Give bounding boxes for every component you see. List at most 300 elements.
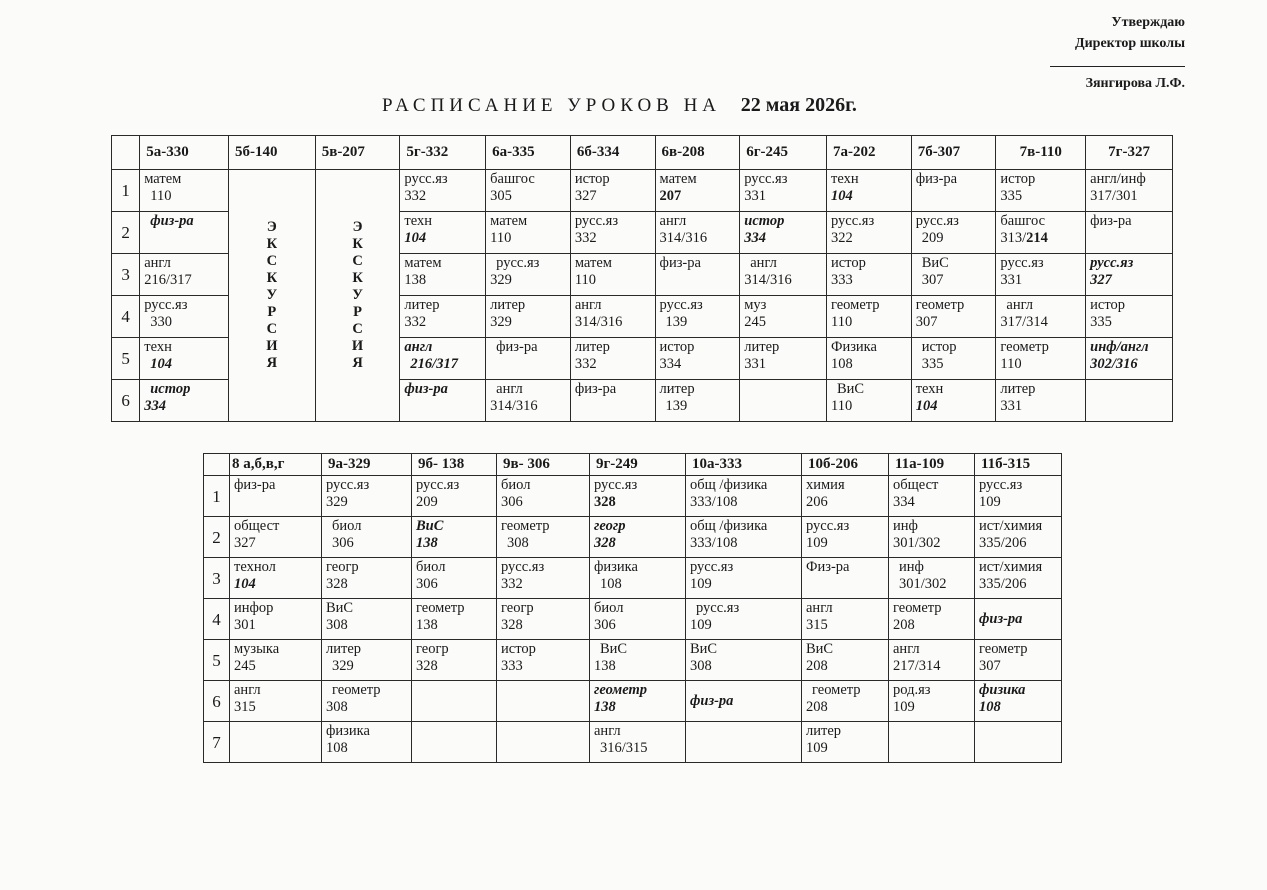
- room: 139: [665, 314, 688, 330]
- subject: физ-ра: [574, 381, 617, 397]
- lesson-cell: [322, 681, 412, 722]
- excursion-letter: Я: [352, 355, 363, 371]
- lesson-cell: [802, 640, 889, 681]
- lesson-cell: [740, 254, 827, 296]
- room: 315: [806, 617, 828, 633]
- excursion-cell-5b: [228, 170, 315, 422]
- room: 329: [332, 658, 354, 674]
- class-header: 7а-202: [826, 136, 911, 170]
- room: 216/317: [144, 272, 192, 288]
- lesson-cell: [1086, 254, 1173, 296]
- lesson-cell: [996, 254, 1086, 296]
- room: 301/302: [899, 576, 947, 592]
- room: 329: [326, 494, 348, 510]
- subject: матем: [574, 255, 612, 271]
- room: 332: [574, 356, 597, 372]
- room: 307: [921, 272, 944, 288]
- lesson-cell: [412, 517, 497, 558]
- lesson-cell: [740, 338, 827, 380]
- room: 108: [326, 740, 348, 756]
- lesson-cell: [590, 722, 686, 763]
- lesson-cell: [497, 681, 590, 722]
- lesson-cell: [889, 517, 975, 558]
- room: 332: [404, 314, 427, 330]
- lesson-cell: [497, 476, 590, 517]
- subject: техн: [144, 339, 172, 355]
- subject: геометр: [501, 518, 550, 534]
- lesson-cell: [911, 296, 996, 338]
- lesson-cell: [889, 722, 975, 763]
- class-header: 9г-249: [590, 454, 686, 476]
- subject: литер: [744, 339, 780, 355]
- lesson-cell: [996, 296, 1086, 338]
- subject: биол: [594, 600, 624, 616]
- room: 138: [416, 617, 438, 633]
- room: 109: [806, 740, 828, 756]
- room: 104: [915, 398, 938, 414]
- room: 313/: [1000, 230, 1027, 246]
- subject: физ-ра: [234, 477, 276, 493]
- room: 138: [594, 699, 616, 715]
- room: 335: [1000, 188, 1023, 204]
- lesson-cell: [686, 558, 802, 599]
- subject: ВиС: [806, 641, 834, 657]
- room: 330: [150, 314, 172, 330]
- approval-name: Зянгирова Л.Ф.: [1085, 76, 1185, 91]
- lesson-cell: [400, 338, 486, 380]
- room: 138: [416, 535, 438, 551]
- room: 206: [806, 494, 828, 510]
- lesson-cell: [911, 338, 996, 380]
- subject: физ-ра: [496, 339, 538, 355]
- lesson-cell: [826, 254, 911, 296]
- subject: англ: [574, 297, 602, 313]
- signature-line: [1050, 54, 1185, 67]
- lesson-cell: [1086, 338, 1173, 380]
- subject: геометр: [915, 297, 965, 313]
- room: 109: [690, 576, 712, 592]
- room: 208: [893, 617, 915, 633]
- room: 138: [404, 272, 427, 288]
- subject: ВиС: [690, 641, 718, 657]
- class-header: 6в-208: [655, 136, 740, 170]
- room: 333/108: [690, 535, 738, 551]
- subject: геогр: [416, 641, 449, 657]
- room: 335/206: [979, 576, 1027, 592]
- subject: башгос: [1000, 213, 1046, 229]
- room: 308: [690, 658, 712, 674]
- lesson-cell: [686, 640, 802, 681]
- lesson-cell: [412, 476, 497, 517]
- lesson-number: 2: [112, 212, 140, 254]
- subject: геометр: [812, 682, 861, 698]
- subject: англ: [806, 600, 833, 616]
- room: 328: [326, 576, 348, 592]
- room: 307: [915, 314, 938, 330]
- room: 334: [144, 398, 166, 414]
- lesson-cell: [826, 296, 911, 338]
- lesson-cell: [802, 599, 889, 640]
- subject: русс.яз: [830, 213, 875, 229]
- lesson-cell: [975, 722, 1062, 763]
- lesson-cell: [889, 681, 975, 722]
- room: 334: [893, 494, 915, 510]
- lesson-cell: [412, 599, 497, 640]
- table-row: [204, 517, 1062, 558]
- lesson-number: 7: [204, 722, 230, 763]
- lesson-cell: [590, 599, 686, 640]
- room: 108: [600, 576, 622, 592]
- lesson-cell: [497, 722, 590, 763]
- lesson-cell: [1086, 380, 1173, 422]
- excursion-letter: Р: [353, 304, 362, 320]
- subject: матем: [404, 255, 442, 271]
- excursion-letter: К: [266, 270, 278, 286]
- subject: англ: [404, 339, 433, 355]
- subject: геогр: [501, 600, 534, 616]
- subject: инф: [899, 559, 924, 575]
- room: 245: [744, 314, 766, 330]
- excursion-letter: У: [266, 287, 278, 303]
- room: 104: [150, 356, 172, 372]
- subject: русс.яз: [501, 559, 545, 575]
- subject: русс.яз: [594, 477, 638, 493]
- subject: истор: [921, 339, 957, 355]
- page-title: [382, 94, 857, 117]
- lesson-cell: [230, 517, 322, 558]
- room: 208: [806, 658, 828, 674]
- room: 245: [234, 658, 256, 674]
- subject: истор: [150, 381, 191, 397]
- subject: ист/химия: [979, 518, 1043, 534]
- subject: биол: [416, 559, 446, 575]
- class-header: 5в-207: [315, 136, 400, 170]
- subject: технол: [234, 559, 276, 575]
- room: 329: [490, 272, 512, 288]
- room: 110: [574, 272, 597, 288]
- lesson-cell: [497, 558, 590, 599]
- room: 333/108: [690, 494, 738, 510]
- subject: русс.яз: [416, 477, 460, 493]
- subject: англ: [144, 255, 171, 271]
- room: 110: [150, 188, 172, 204]
- lesson-cell: [140, 254, 229, 296]
- subject: литер: [1000, 381, 1036, 397]
- lesson-cell: [889, 476, 975, 517]
- subject: физ-ра: [915, 171, 958, 187]
- class-header: 5а-330: [140, 136, 229, 170]
- excursion-letter: К: [352, 270, 363, 286]
- lesson-cell: [975, 517, 1062, 558]
- subject: англ: [496, 381, 523, 397]
- subject: ВиС: [600, 641, 628, 657]
- lesson-cell: [590, 640, 686, 681]
- lesson-cell: [740, 212, 827, 254]
- table-row: [204, 640, 1062, 681]
- subject: геометр: [1000, 339, 1049, 355]
- approval-label: Утверждаю: [1111, 15, 1185, 30]
- lesson-cell: [975, 599, 1062, 640]
- lesson-cell: [975, 476, 1062, 517]
- table-row: [204, 722, 1062, 763]
- lesson-cell: [140, 380, 229, 422]
- subject: англ/инф: [1090, 171, 1146, 187]
- room: 305: [490, 188, 512, 204]
- header-corner: [204, 454, 230, 476]
- lesson-cell: [497, 517, 590, 558]
- subject: матем: [659, 171, 697, 187]
- class-header: 10а-333: [686, 454, 802, 476]
- lesson-cell: [486, 296, 571, 338]
- subject: истор: [659, 339, 695, 355]
- lesson-cell: [740, 170, 827, 212]
- room: 331: [1000, 272, 1023, 288]
- lesson-cell: [590, 558, 686, 599]
- subject: русс.яз: [496, 255, 540, 271]
- lesson-cell: [486, 380, 571, 422]
- room: 306: [332, 535, 354, 551]
- lesson-cell: [590, 476, 686, 517]
- subject: физика: [594, 559, 638, 575]
- room: 104: [234, 576, 256, 592]
- room: 110: [1000, 356, 1022, 372]
- room: 308: [326, 699, 348, 715]
- lesson-number: 2: [204, 517, 230, 558]
- lesson-cell: [996, 170, 1086, 212]
- subject: техн: [830, 171, 859, 187]
- subject: ВиС: [416, 518, 444, 534]
- subject: русс.яз: [659, 297, 703, 313]
- room: 301/302: [893, 535, 941, 551]
- lesson-cell: [230, 640, 322, 681]
- subject: физ-ра: [659, 255, 701, 271]
- lesson-cell: [911, 212, 996, 254]
- excursion-letter: К: [266, 236, 278, 252]
- subject: ВиС: [326, 600, 354, 616]
- lesson-cell: [1086, 170, 1173, 212]
- subject: инфор: [234, 600, 274, 616]
- lesson-cell: [911, 380, 996, 422]
- subject: физ-ра: [150, 213, 194, 229]
- room: 217/314: [893, 658, 941, 674]
- excursion-letter: И: [266, 338, 278, 354]
- class-header: 8 а,б,в,г: [230, 454, 322, 476]
- subject: геометр: [416, 600, 465, 616]
- subject: русс.яз: [744, 171, 788, 187]
- lesson-number: 4: [204, 599, 230, 640]
- room: 110: [830, 314, 853, 330]
- subject: физ-ра: [690, 692, 734, 709]
- lesson-cell: [140, 170, 229, 212]
- room: 104: [404, 230, 427, 246]
- lesson-cell: [486, 254, 571, 296]
- lesson-cell: [802, 722, 889, 763]
- class-header: 7б-307: [911, 136, 996, 170]
- subject: англ: [893, 641, 920, 657]
- subject: русс.яз: [690, 559, 734, 575]
- subject: литер: [326, 641, 362, 657]
- class-header: 6г-245: [740, 136, 827, 170]
- subject: геогр: [326, 559, 359, 575]
- class-header: 9а-329: [322, 454, 412, 476]
- lesson-cell: [802, 558, 889, 599]
- lesson-cell: [570, 338, 655, 380]
- subject: истор: [501, 641, 536, 657]
- lesson-cell: [497, 640, 590, 681]
- lesson-cell: [590, 681, 686, 722]
- approval-block: [1050, 12, 1185, 94]
- subject: англ: [1006, 297, 1034, 313]
- room: 306: [501, 494, 523, 510]
- subject: англ: [659, 213, 687, 229]
- lesson-cell: [655, 380, 740, 422]
- lesson-cell: [486, 212, 571, 254]
- room: 329: [490, 314, 512, 330]
- subject: биол: [501, 477, 531, 493]
- room: 335/206: [979, 535, 1027, 551]
- lesson-cell: [486, 170, 571, 212]
- lesson-cell: [322, 558, 412, 599]
- lesson-cell: [996, 338, 1086, 380]
- lesson-cell: [322, 722, 412, 763]
- room: 331: [744, 356, 766, 372]
- lesson-cell: [686, 722, 802, 763]
- lesson-cell: [590, 517, 686, 558]
- lesson-cell: [996, 212, 1086, 254]
- room: 314/316: [659, 230, 708, 246]
- room: 335: [921, 356, 944, 372]
- class-header: 5г-332: [400, 136, 486, 170]
- lesson-cell: [826, 338, 911, 380]
- lesson-number: 5: [204, 640, 230, 681]
- room: 207: [659, 188, 682, 204]
- class-header: 6а-335: [486, 136, 571, 170]
- lesson-cell: [655, 170, 740, 212]
- subject: истор: [1000, 171, 1036, 187]
- excursion-letter: С: [352, 321, 363, 337]
- lesson-cell: [400, 212, 486, 254]
- lesson-cell: [889, 599, 975, 640]
- subject: физ-ра: [404, 381, 448, 397]
- subject: общест: [234, 518, 280, 534]
- lesson-cell: [975, 558, 1062, 599]
- subject: геометр: [830, 297, 880, 313]
- subject: общ /физика: [690, 477, 768, 493]
- lesson-cell: [400, 296, 486, 338]
- lesson-number: 6: [112, 380, 140, 422]
- class-header: 6б-334: [570, 136, 655, 170]
- room: 138: [594, 658, 616, 674]
- class-header: 9в- 306: [497, 454, 590, 476]
- room: 108: [979, 699, 1001, 715]
- room: 333: [501, 658, 523, 674]
- table-row: [204, 599, 1062, 640]
- lesson-number: 5: [112, 338, 140, 380]
- excursion-letter: Э: [266, 219, 277, 235]
- lesson-number: 3: [112, 254, 140, 296]
- subject: геометр: [893, 600, 942, 616]
- lesson-cell: [686, 476, 802, 517]
- room: 335: [1090, 314, 1112, 330]
- lesson-cell: [802, 681, 889, 722]
- header-corner: [112, 136, 140, 170]
- excursion-letter: И: [351, 338, 364, 354]
- room: 327: [574, 188, 597, 204]
- lesson-cell: [230, 722, 322, 763]
- lesson-cell: [140, 212, 229, 254]
- subject: матем: [144, 171, 182, 187]
- subject: ВиС: [921, 255, 949, 271]
- room: 208: [806, 699, 828, 715]
- subject: муз: [744, 297, 767, 313]
- lesson-number: 6: [204, 681, 230, 722]
- room: 307: [979, 658, 1001, 674]
- class-header: 7г-327: [1086, 136, 1173, 170]
- subject: геометр: [594, 682, 648, 698]
- subject: литер: [806, 723, 842, 739]
- lesson-cell: [826, 170, 911, 212]
- class-header: 9б- 138: [412, 454, 497, 476]
- excursion-cell-5v: [315, 170, 400, 422]
- subject: русс.яз: [326, 477, 370, 493]
- room: 334: [744, 230, 766, 246]
- subject: англ: [750, 255, 777, 271]
- subject: литер: [490, 297, 526, 313]
- lesson-cell: [1086, 212, 1173, 254]
- excursion-letter: Э: [352, 219, 363, 235]
- room: 327: [234, 535, 256, 551]
- lesson-cell: [686, 517, 802, 558]
- lesson-cell: [686, 681, 802, 722]
- room: 328: [594, 535, 616, 551]
- class-header: 5б-140: [228, 136, 315, 170]
- lesson-cell: [570, 170, 655, 212]
- lesson-cell: [826, 380, 911, 422]
- subject: геогр: [594, 518, 626, 534]
- schedule-table-5-7: [111, 135, 1173, 422]
- subject: химия: [806, 477, 845, 493]
- lesson-cell: [686, 599, 802, 640]
- room: 332: [404, 188, 427, 204]
- lesson-cell: [412, 640, 497, 681]
- room: 328: [501, 617, 523, 633]
- lesson-cell: [911, 170, 996, 212]
- room: 139: [665, 398, 688, 414]
- lesson-cell: [740, 380, 827, 422]
- excursion-letter: К: [352, 236, 363, 252]
- lesson-cell: [400, 380, 486, 422]
- lesson-cell: [570, 254, 655, 296]
- subject: физика: [326, 723, 370, 739]
- room: 306: [594, 617, 616, 633]
- subject: музыка: [234, 641, 280, 657]
- room: 331: [1000, 398, 1023, 414]
- subject: общ /физика: [690, 518, 768, 534]
- room: 332: [501, 576, 523, 592]
- subject: литер: [659, 381, 695, 397]
- excursion-letter: С: [266, 253, 278, 269]
- subject: геометр: [332, 682, 381, 698]
- lesson-cell: [140, 338, 229, 380]
- excursion-letter: С: [266, 321, 278, 337]
- room: 306: [416, 576, 438, 592]
- subject: литер: [574, 339, 610, 355]
- lesson-cell: [1086, 296, 1173, 338]
- room: 109: [979, 494, 1001, 510]
- lesson-cell: [140, 296, 229, 338]
- lesson-cell: [400, 254, 486, 296]
- room: 110: [490, 230, 512, 246]
